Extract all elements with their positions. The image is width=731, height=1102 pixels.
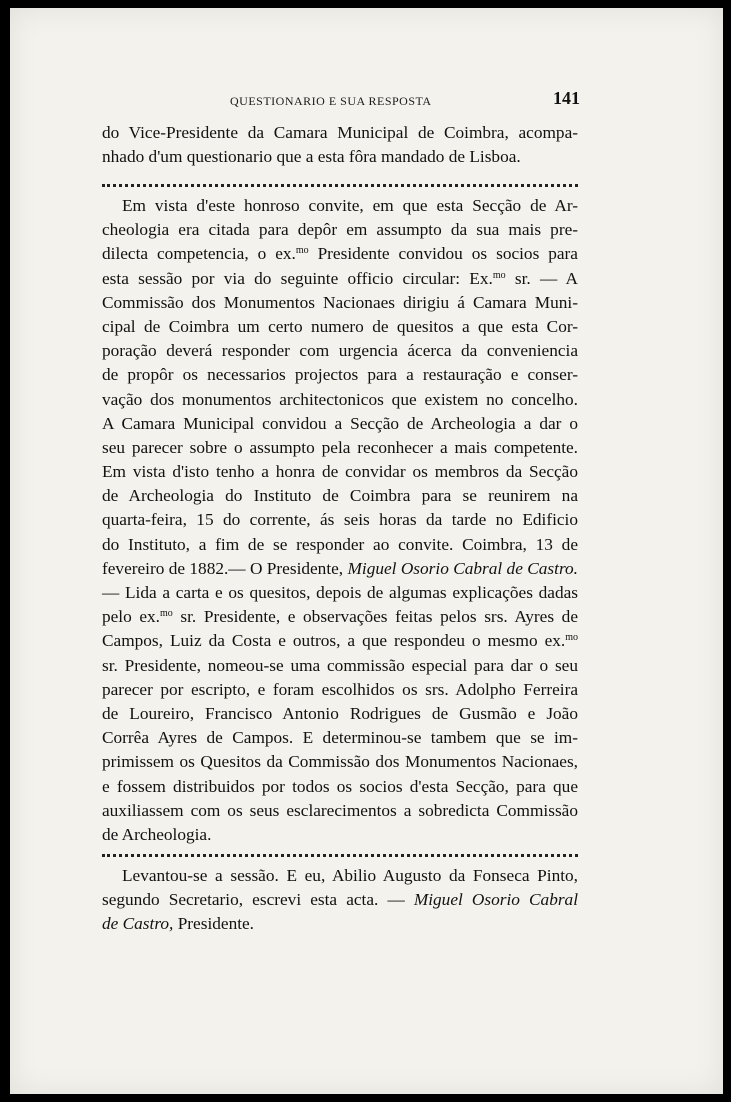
- page-number: 141: [553, 88, 580, 108]
- text-line: pelo ex.$^{mo}$ sr. Presidente, e observações feitas pelos srs. Ayres de: [102, 607, 578, 627]
- text-line: auxiliassem com os seus esclarecimentos a sobredicta Commissão: [102, 800, 578, 820]
- text-line: Levantou-se a sessão. E eu, Abilio Augusto da Fonseca Pinto,: [122, 866, 578, 885]
- text-line: — Lida a carta e os quesitos, depois de algumas explicações dadas: [102, 583, 578, 602]
- text-line: esta sessão por via do seguinte officio circular: Ex.$^{mo}$ sr. — A: [102, 268, 578, 288]
- running-head: QUESTIONARIO E SUA RESPOSTA: [230, 94, 432, 108]
- text-line: parecer por escripto, e foram escolhidos os srs. Adolpho Ferreira: [102, 679, 578, 699]
- text-line: segundo Secretario, escrevi esta acta. — Miguel Osorio Cabral: [102, 890, 578, 910]
- text-line: e fossem distribuidos por todos os socios d'esta Secção, para que: [102, 776, 578, 796]
- book-page: [10, 8, 723, 1094]
- text-line: sr. Presidente, nomeou-se uma commissão especial para dar o seu: [102, 655, 578, 675]
- text-line: Em vista d'este honroso convite, em que esta Secção de Ar-: [122, 196, 578, 215]
- text-line: do Instituto, a fim de se responder ao convite. Coimbra, 13 de: [102, 534, 578, 554]
- text-line: cheologia era citada para depôr em assumpto da sua mais pre-: [102, 220, 578, 240]
- page-header: [230, 90, 580, 114]
- dotted-separator: [102, 844, 578, 857]
- text-line: Corrêa Ayres de Campos. E determinou-se tambem que se im-: [102, 728, 578, 748]
- text-line: de Loureiro, Francisco Antonio Rodrigues de Gusmão e João: [102, 703, 578, 723]
- text-line: poração deverá responder com urgencia ácerca da conveniencia: [102, 341, 578, 361]
- text-line: quarta-feira, 15 do corrente, ás seis horas da tarde no Edificio: [102, 510, 578, 530]
- dotted-separator: [102, 174, 578, 187]
- text-line: cipal de Coimbra um certo numero de quesitos a que esta Cor-: [102, 316, 578, 336]
- text-line: nhado d'um questionario que a esta fôra mandado de Lisboa.: [102, 147, 521, 167]
- text-line: de propôr os necessarios projectos para a restauração e conser-: [102, 365, 578, 385]
- text-line: de Archeologia do Instituto de Coimbra para se reunirem na: [102, 486, 578, 506]
- main-paragraph: [102, 194, 578, 847]
- text-line: de Castro, Presidente.: [102, 914, 255, 934]
- text-line: dilecta competencia, o ex.$^{mo}$ Presidente convidou os socios para: [102, 244, 578, 264]
- text-line: Em vista d'isto tenho a honra de convidar os membros da Secção: [102, 462, 578, 482]
- lead-paragraph: [102, 121, 578, 169]
- text-line: seu parecer sobre o assumpto pela reconhecer a mais competente.: [102, 437, 578, 457]
- text-line: primissem os Quesitos da Commissão dos Monumentos Nacionaes,: [102, 752, 578, 772]
- text-line: do Vice-Presidente da Camara Municipal de Coimbra, acompa-: [102, 123, 578, 142]
- closing-paragraph: [102, 864, 578, 937]
- text-line: Commissão dos Monumentos Nacionaes dirigiu á Camara Muni-: [102, 292, 578, 312]
- text-line: de Archeologia.: [102, 824, 212, 844]
- text-line: Campos, Luiz da Costa e outros, a que respondeu o mesmo ex.$^{mo}$: [102, 631, 578, 651]
- text-line: vação dos monumentos architectonicos que existem no concelho.: [102, 389, 578, 409]
- text-line: fevereiro de 1882.— O Presidente, Miguel Osorio Cabral de Castro.: [102, 558, 578, 578]
- text-line: A Camara Municipal convidou a Secção de Archeologia a dar o: [102, 413, 578, 433]
